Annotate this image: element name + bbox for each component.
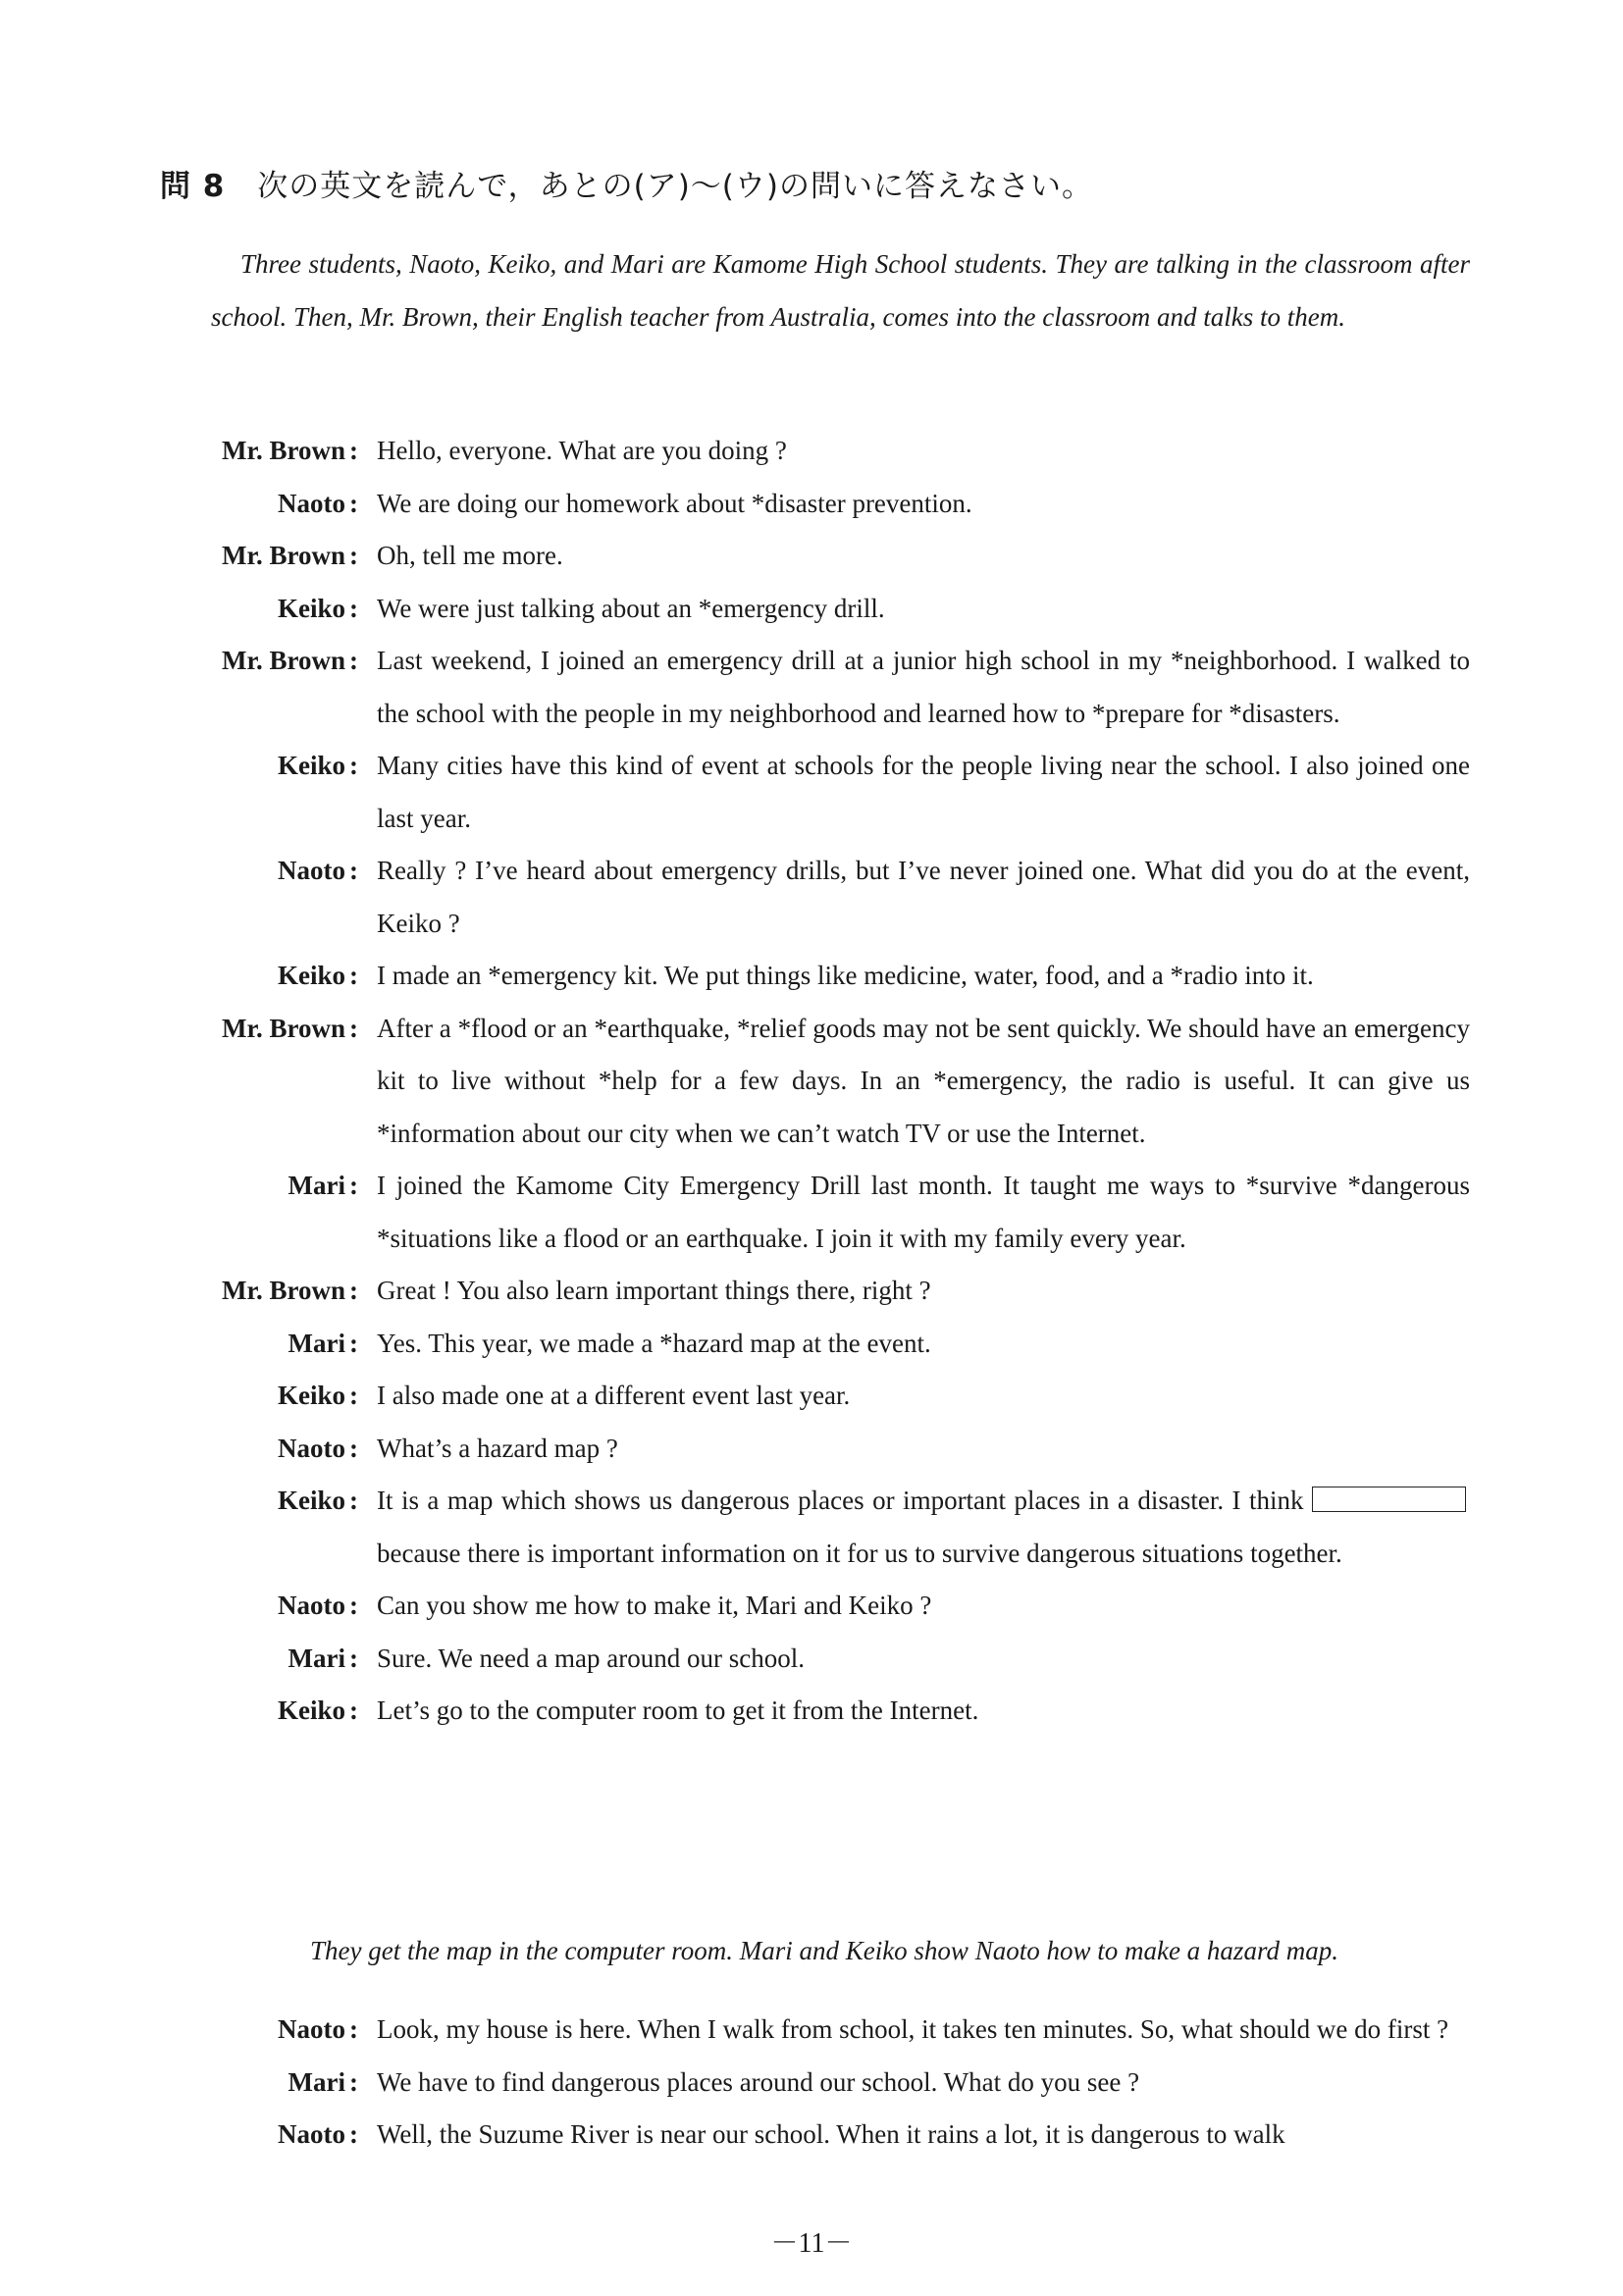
speaker-colon: :	[349, 541, 358, 570]
speaker-colon: :	[349, 1381, 358, 1410]
speech-text: Oh, tell me more.	[377, 541, 563, 570]
speaker-name: Naoto	[278, 488, 345, 518]
dialogue-turn	[177, 1370, 1470, 1423]
speaker-colon: :	[349, 2014, 358, 2044]
dialogue-turn	[177, 950, 1470, 1003]
question-heading	[160, 161, 1093, 205]
speech-text: Really ? I’ve heard about emergency drills, but I’ve never joined one. What did you do at the event, Keiko ?	[377, 856, 1470, 938]
speech-text: Many cities have this kind of event at schools for the people living near the school. I also joined one last year.	[377, 751, 1470, 833]
dialogue-turn	[177, 2109, 1470, 2162]
dialogue-turn	[177, 1160, 1470, 1265]
speaker-name: Keiko	[277, 593, 345, 623]
speaker-colon: :	[349, 593, 358, 623]
dialogue-turn	[177, 2057, 1470, 2110]
dialogue-turn	[177, 1265, 1470, 1318]
speaker-colon: :	[349, 2066, 358, 2097]
speaker-name: Keiko	[277, 1696, 345, 1725]
speaker-colon: :	[349, 1591, 358, 1620]
speaker-colon: :	[349, 1696, 358, 1725]
speech-text: After a *flood or an *earthquake, *relief goods may not be sent quickly. We should have an emergency kit to live without *help for a few days. In an *emergency, the radio is useful. It can give us *information about our city when we can’t watch TV or use the Internet.	[377, 1013, 1470, 1148]
speaker-colon: :	[349, 2119, 358, 2149]
intro-paragraph	[211, 238, 1470, 343]
stage-direction-text: They get the map in the computer room. Mari and Keiko show Naoto how to make a hazard map.	[310, 1936, 1338, 1965]
speech-text: What’s a hazard map ?	[377, 1433, 618, 1463]
speech-text: We were just talking about an *emergency drill.	[377, 593, 885, 623]
speaker-colon: :	[349, 1171, 358, 1200]
dialogue-turn	[177, 583, 1470, 636]
speaker-name: Naoto	[278, 2119, 345, 2149]
dialogue-part-2	[177, 2004, 1470, 2162]
dialogue-turn	[177, 1003, 1470, 1161]
dialogue-turn	[177, 478, 1470, 531]
speech-text-before-blank: It is a map which shows us dangerous places or important places in a disaster. I think	[377, 1486, 1312, 1515]
speaker-name: Mari	[288, 2066, 345, 2097]
page-number: －11－	[770, 2228, 853, 2259]
dialogue-turn	[177, 530, 1470, 583]
speaker-name: Mari	[288, 1643, 345, 1673]
speech-text: Look, my house is here. When I walk from school, it takes ten minutes. So, what should we do first ?	[377, 2014, 1449, 2044]
speaker-name: Mr. Brown	[221, 646, 345, 675]
dialogue-turn	[177, 1580, 1470, 1633]
speaker-name: Mr. Brown	[221, 541, 345, 570]
speaker-name: Keiko	[277, 751, 345, 780]
speech-text: Well, the Suzume River is near our school. When it rains a lot, it is dangerous to walk	[377, 2119, 1285, 2149]
question-number: 問 8	[160, 169, 226, 204]
speaker-name: Keiko	[277, 1381, 345, 1410]
speaker-name: Naoto	[278, 1433, 345, 1463]
speaker-colon: :	[349, 436, 358, 465]
speaker-name: Mari	[288, 1328, 345, 1358]
speech-text: Hello, everyone. What are you doing ?	[377, 436, 787, 465]
speaker-colon: :	[349, 1013, 358, 1043]
speech-text: I joined the Kamome City Emergency Drill last month. It taught me ways to *survive *dangerous *situations like a flood or an earthquake. I join it with my family every year.	[377, 1171, 1470, 1253]
speaker-colon: :	[349, 1643, 358, 1673]
speaker-name: Keiko	[277, 961, 345, 990]
intro-text: Three students, Naoto, Keiko, and Mari are Kamome High School students. They are talking in the classroom after school. Then, Mr. Brown, their English teacher from Australia, comes into the classroom and talks to them.	[211, 249, 1470, 332]
speaker-colon: :	[349, 1276, 358, 1305]
dialogue-part-1	[177, 425, 1470, 1738]
dialogue-turn	[177, 635, 1470, 740]
speech-text: I also made one at a different event last year.	[377, 1381, 851, 1410]
speaker-name: Naoto	[278, 2014, 345, 2044]
dialogue-turn	[177, 1475, 1470, 1580]
speech-text: Can you show me how to make it, Mari and Keiko ?	[377, 1591, 932, 1620]
speech-text-after-blank: because there is important information on it for us to survive dangerous situations together.	[377, 1538, 1342, 1568]
speech-text	[377, 1475, 1470, 1580]
speaker-name: Mr. Brown	[221, 1276, 345, 1305]
dialogue-turn	[177, 2004, 1470, 2057]
speaker-name: Keiko	[277, 1486, 345, 1515]
speaker-colon: :	[349, 1328, 358, 1358]
dialogue-turn	[177, 1423, 1470, 1476]
speech-text: Sure. We need a map around our school.	[377, 1643, 805, 1673]
speech-text: We have to find dangerous places around our school. What do you see ?	[377, 2066, 1140, 2097]
speaker-colon: :	[349, 856, 358, 885]
speaker-colon: :	[349, 488, 358, 518]
speaker-name: Naoto	[278, 1591, 345, 1620]
speech-text: I made an *emergency kit. We put things like medicine, water, food, and a *radio into it.	[377, 961, 1314, 990]
speaker-name: Mr. Brown	[221, 436, 345, 465]
dialogue-turn	[177, 1685, 1470, 1738]
speech-text: Last weekend, I joined an emergency drill at a junior high school in my *neighborhood. I walked to the school with the people in my neighborhood and learned how to *prepare for *disasters.	[377, 646, 1470, 728]
speaker-colon: :	[349, 1433, 358, 1463]
answer-blank-box	[1312, 1487, 1466, 1512]
question-instruction: 次の英文を読んで，あとの(ア)〜(ウ)の問いに答えなさい。	[257, 169, 1093, 204]
speaker-colon: :	[349, 1486, 358, 1515]
speaker-name: Mr. Brown	[221, 1013, 345, 1043]
speaker-colon: :	[349, 646, 358, 675]
dialogue-turn	[177, 845, 1470, 950]
speech-text: Let’s go to the computer room to get it from the Internet.	[377, 1696, 979, 1725]
speaker-name: Mari	[288, 1171, 345, 1200]
speech-text: Yes. This year, we made a *hazard map at the event.	[377, 1328, 931, 1358]
stage-direction	[177, 1925, 1472, 1978]
dialogue-turn	[177, 1633, 1470, 1686]
dialogue-turn	[177, 740, 1470, 845]
speech-text: Great ! You also learn important things there, right ?	[377, 1276, 931, 1305]
dialogue-turn	[177, 425, 1470, 478]
speech-text: We are doing our homework about *disaster prevention.	[377, 488, 972, 518]
speaker-colon: :	[349, 751, 358, 780]
dialogue-turn	[177, 1318, 1470, 1371]
speaker-name: Naoto	[278, 856, 345, 885]
speaker-colon: :	[349, 961, 358, 990]
